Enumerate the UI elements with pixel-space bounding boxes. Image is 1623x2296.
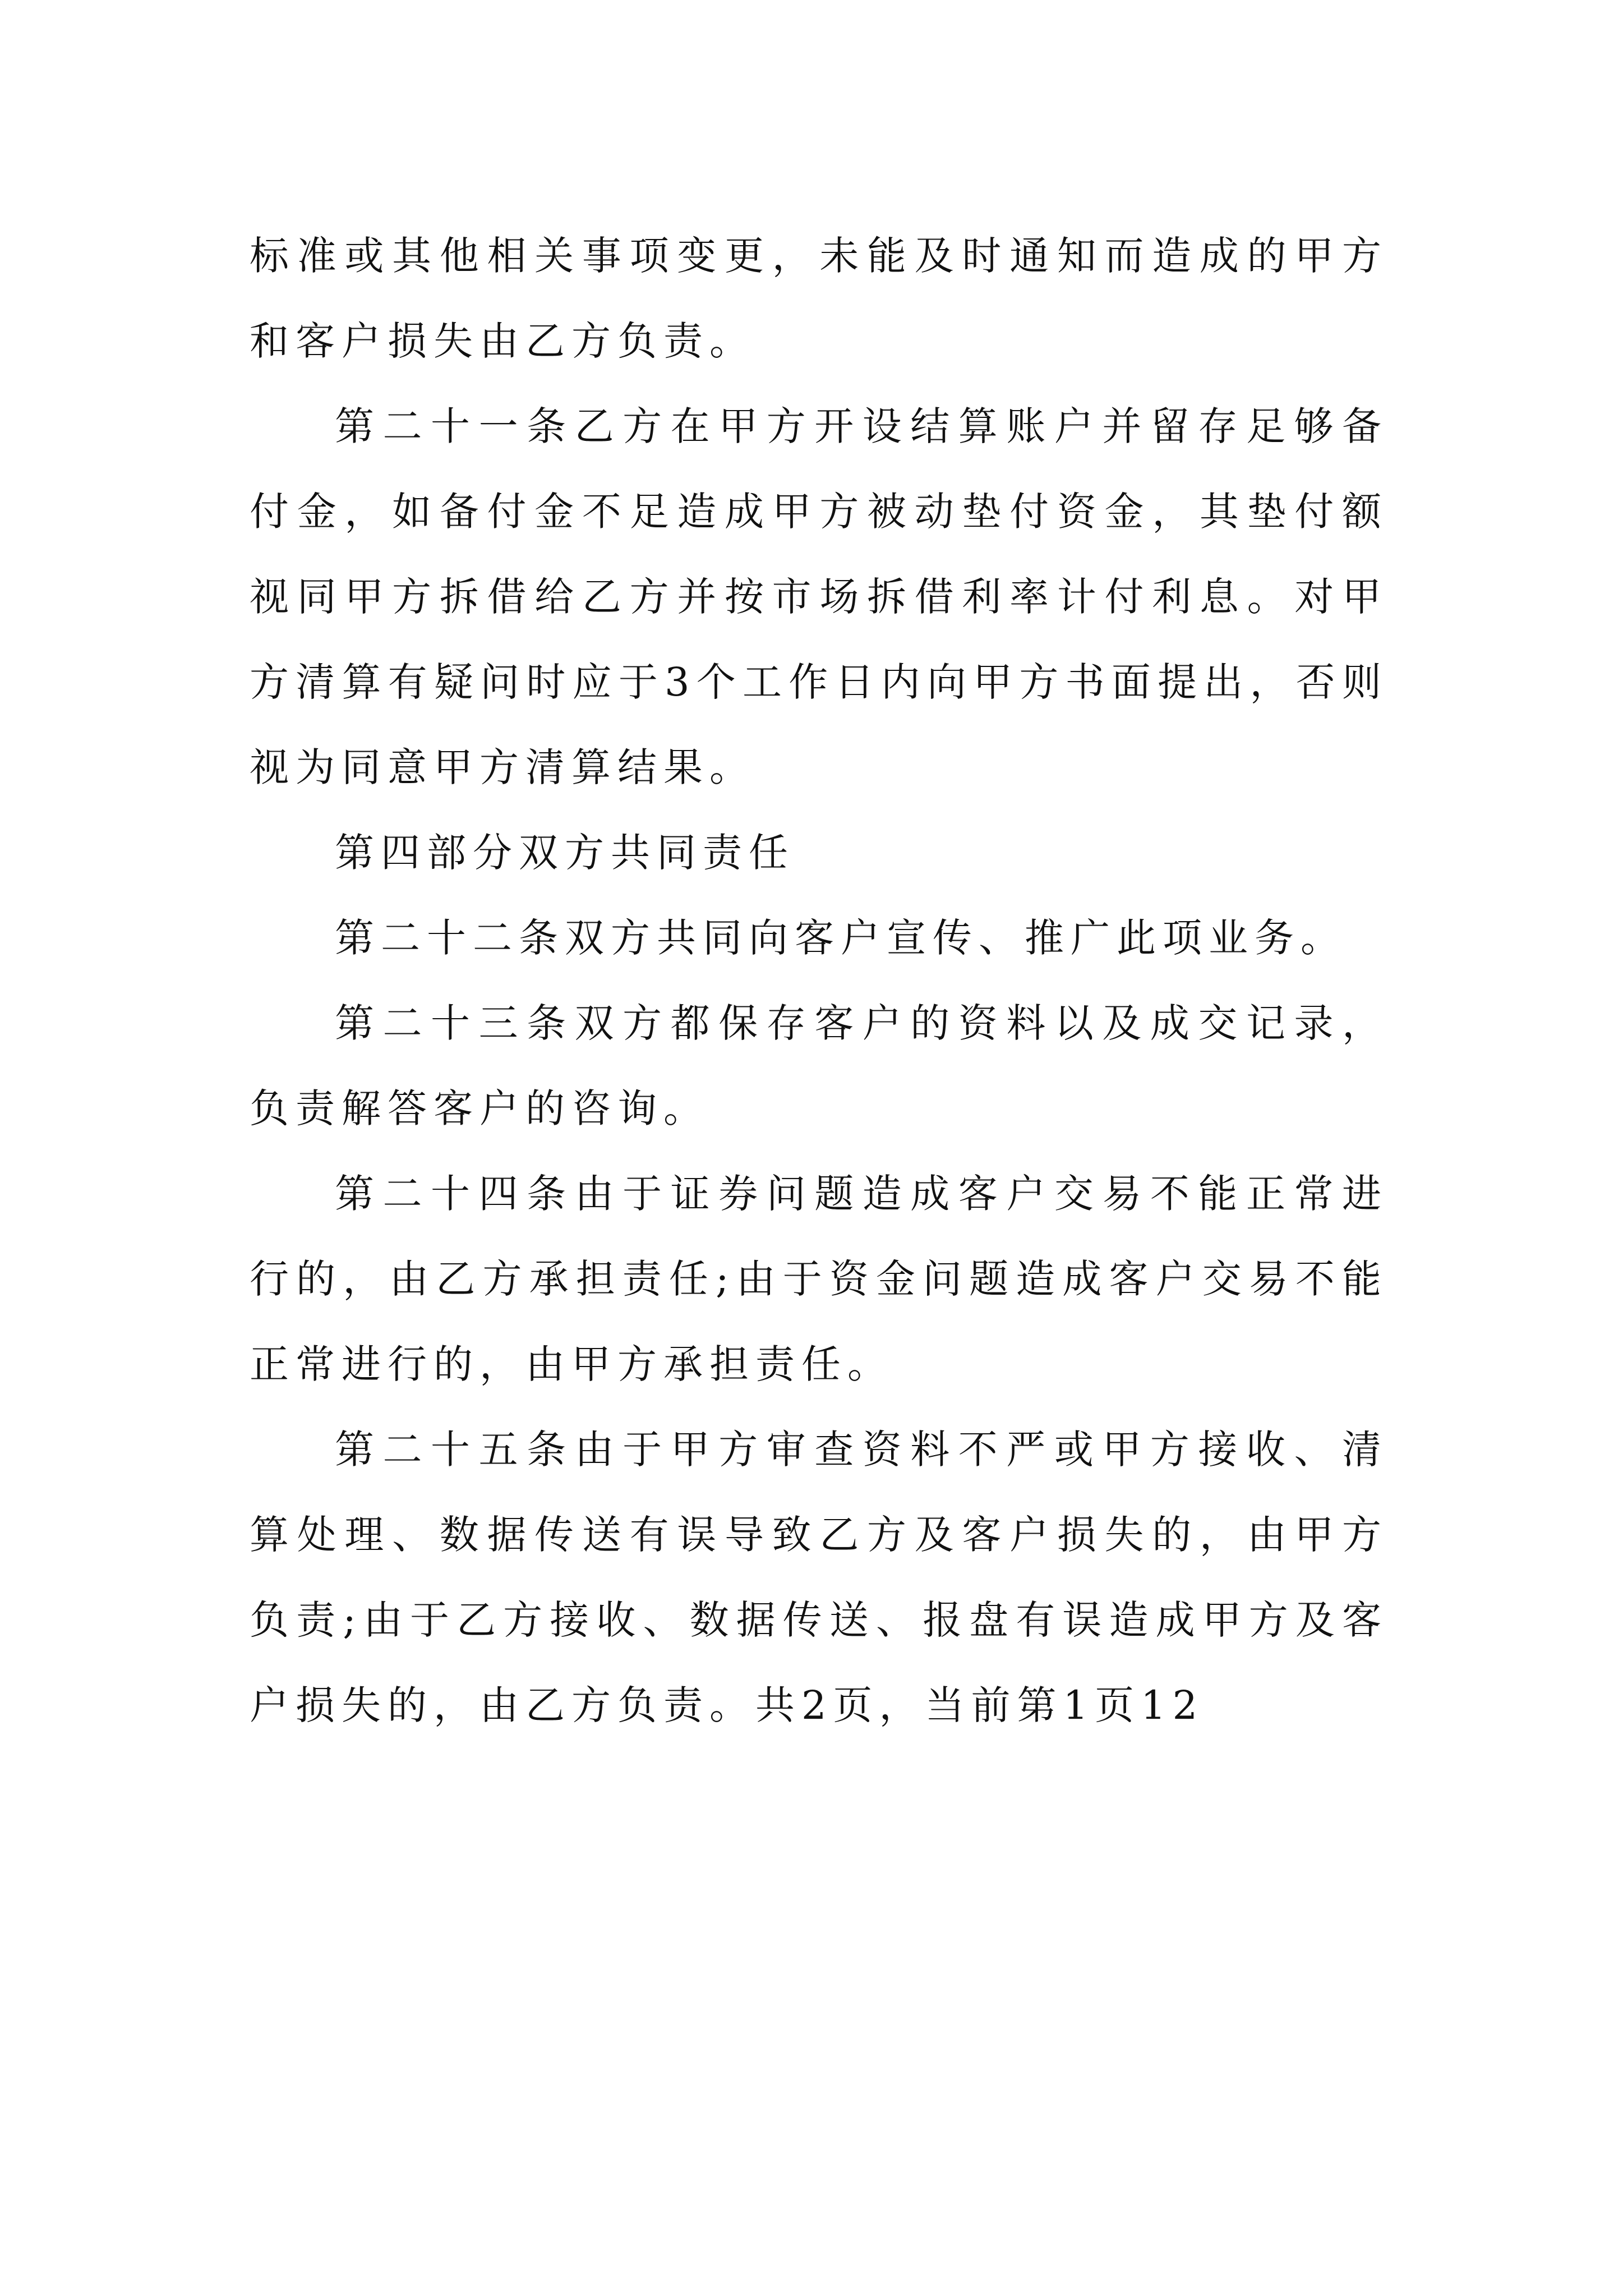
document-page <box>250 213 1388 1748</box>
section-heading-part-4: 第四部分双方共同责任 <box>335 830 795 876</box>
paragraph-article-24: 第二十四条由于证券问题造成客户交易不能正常进行的，由乙方承担责任;由于资金问题造成客户交易不能正常进行的，由甲方承担责任。 <box>250 1171 1388 1387</box>
paragraph-article-25: 第二十五条由于甲方审查资料不严或甲方接收、清算处理、数据传送有误导致乙方及客户损失的，由甲方负责;由于乙方接收、数据传送、报盘有误造成甲方及客户损失的，由乙方负责。共2页，当前第1页12 <box>250 1427 1388 1728</box>
paragraph-article-21: 第二十一条乙方在甲方开设结算账户并留存足够备付金，如备付金不足造成甲方被动垫付资金，其垫付额视同甲方拆借给乙方并按市场拆借利率计付利息。对甲方清算有疑问时应于3个工作日内向甲方书面提出，否则视为同意甲方清算结果。 <box>250 403 1388 790</box>
paragraph-article-23: 第二十三条双方都保存客户的资料以及成交记录，负责解答客户的咨询。 <box>250 1000 1388 1131</box>
paragraph-article-22: 第二十二条双方共同向客户宣传、推广此项业务。 <box>335 915 1347 961</box>
paragraph-continuation: 标准或其他相关事项变更，未能及时通知而造成的甲方和客户损失由乙方负责。 <box>250 233 1388 364</box>
